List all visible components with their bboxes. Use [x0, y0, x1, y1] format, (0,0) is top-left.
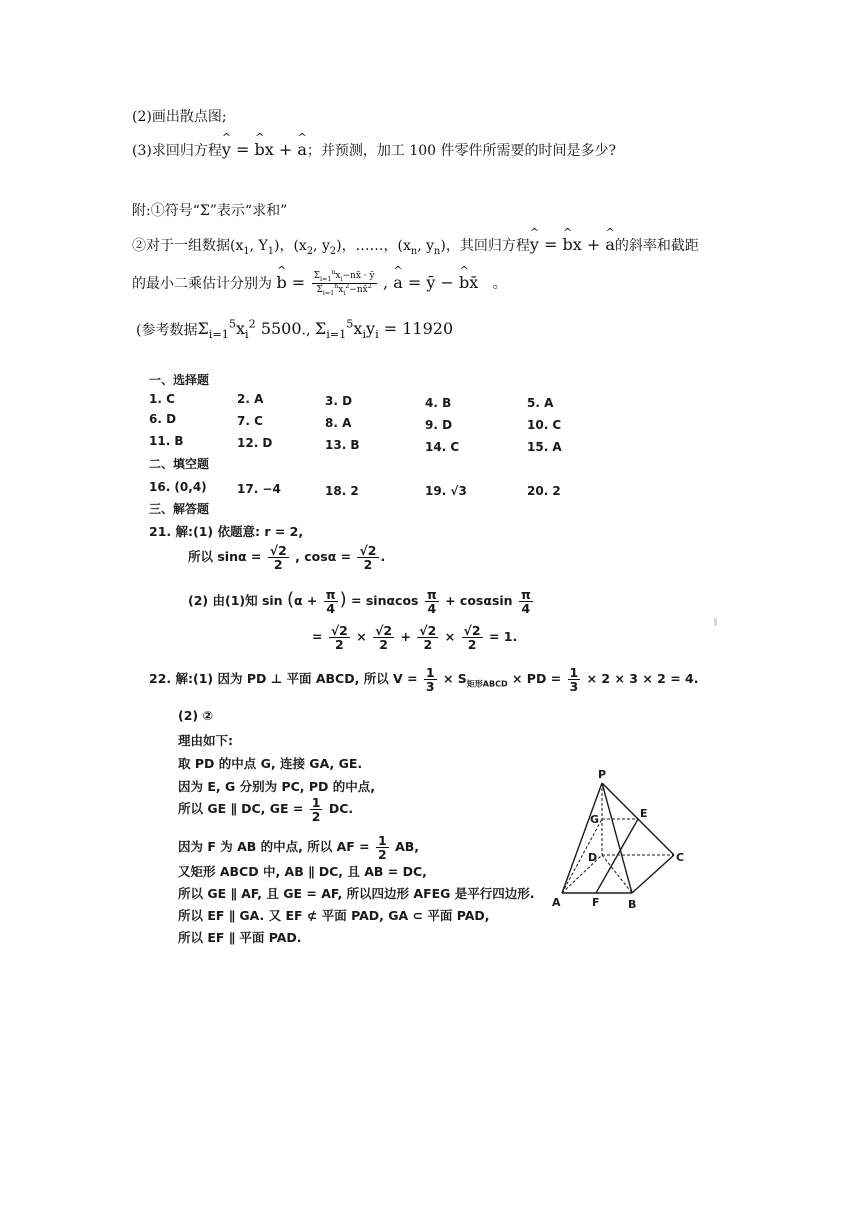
appendix-line-3: 的最小二乘估计分别为 ^ b = $\frac{\Sigma_{i=1}^nx_i-nx̄ \cdot ȳ}{\Sigma_{i=1}^nx_i^2-nx̄^2}$ , ^ a = ȳ − ^ bx̄ 。	[132, 270, 507, 298]
q22-line-4: 取 PD 的中点 G, 连接 GA, GE.	[178, 756, 363, 771]
q22-line-6: 所以 GE ∥ DC, GE = $\frac{1}{2}$ DC.	[178, 795, 354, 825]
pyramid-figure	[540, 765, 690, 915]
q22-line-5: 因为 E, G 分别为 PC, PD 的中点,	[178, 779, 376, 794]
question-2: (2)画出散点图;	[132, 109, 227, 125]
answer-14: 14. C	[425, 440, 460, 454]
answer-1: 1. C	[149, 392, 175, 406]
answer-16: 16. (0,4)	[149, 480, 207, 494]
label-d: D	[588, 851, 598, 864]
label-p: P	[598, 768, 607, 781]
q22-line-10: 所以 EF ∥ GA. 又 EF ⊄ 平面 PAD, GA ⊂ 平面 PAD,	[178, 908, 490, 923]
q21-line-3: (2) 由(1)知 sin (α + $\frac{\pi}{4}$ ) = sinαcos $\frac{\pi}{4}$ + cosαsin $\frac{\pi}{4}$	[188, 587, 531, 617]
answer-13: 13. B	[325, 438, 360, 452]
answer-4: 4. B	[425, 396, 452, 410]
answer-19: 19. √3	[425, 484, 467, 498]
answer-12: 12. D	[237, 436, 273, 450]
q21-line-4: = $\frac{√2}{2}$ × $\frac{√2}{2}$ + $\frac{√2}{2}$ × $\frac{√2}{2}$ = 1.	[312, 623, 518, 653]
answer-8: 8. A	[325, 416, 352, 430]
section-solution-heading: 三、解答题	[149, 502, 210, 516]
appendix-line-2: ②对于一组数据($x_1$, $Y_1$)，($x_2$, $y_2$)，……，($x_n$, $y_n$)，其回归方程^ y = ^ bx + ^ a的斜率和截距	[132, 235, 699, 257]
answer-11: 11. B	[149, 434, 184, 448]
q22-line-7: 因为 F 为 AB 的中点, 所以 AF = $\frac{1}{2}$ AB,	[178, 833, 420, 863]
answer-20: 20. 2	[527, 484, 561, 498]
answer-18: 18. 2	[325, 484, 359, 498]
label-f: F	[592, 896, 600, 909]
q22-line-2: (2) ②	[178, 708, 214, 723]
q22-line-11: 所以 EF ∥ 平面 PAD.	[178, 930, 302, 945]
q21-line-1: 21. 解:(1) 依题意: r = 2,	[149, 524, 304, 539]
appendix-line-1: 附:①符号“Σ”表示“求和”	[132, 203, 288, 219]
label-b: B	[628, 898, 637, 911]
answer-15: 15. A	[527, 440, 562, 454]
section-choice-heading: 一、选择题	[149, 373, 210, 387]
reference-data: (参考数据$\Sigma_{i=1}^5x_i^2$ 5500., $\Sigma_{i=1}^5x_iy_i = 11920$	[136, 318, 454, 342]
answer-9: 9. D	[425, 418, 453, 432]
answer-5: 5. A	[527, 396, 554, 410]
edge-pa	[562, 783, 602, 893]
edge-bc	[632, 855, 674, 893]
q22-line-3: 理由如下:	[178, 733, 233, 748]
q21-line-2: 所以 sinα = $\frac{√2}{2}$ , cosα = $\frac{√2}{2}$ .	[188, 543, 386, 573]
q22-line-8: 又矩形 ABCD 中, AB ∥ DC, 且 AB = DC,	[178, 864, 427, 879]
question-3: (3)求回归方程^ y = ^ bx + ^ a；并预测，加工 100 件零件所需要的时间是多少?	[132, 140, 616, 160]
answer-3: 3. D	[325, 394, 353, 408]
q22-line-9: 所以 GE ∥ AF, 且 GE = AF, 所以四边形 AFEG 是平行四边形.	[178, 886, 535, 901]
q22-line-1: 22. 解:(1) 因为 PD ⊥ 平面 ABCD, 所以 V = $\frac{1}{3}$ × $S_{矩形ABCD}$ × PD = $\frac{1}{3}$ × 2 × 3 × 2 = 4.	[149, 665, 699, 695]
answer-10: 10. C	[527, 418, 562, 432]
label-e: E	[640, 807, 648, 820]
label-g: G	[590, 813, 600, 826]
answer-6: 6. D	[149, 412, 177, 426]
slope-formula: $\frac{\Sigma_{i=1}^nx_i-nx̄ \cdot ȳ}{\Sigma_{i=1}^nx_i^2-nx̄^2}$	[313, 269, 375, 298]
label-a: A	[552, 896, 561, 909]
answer-2: 2. A	[237, 392, 264, 406]
answer-17: 17. −4	[237, 482, 281, 496]
scan-speck	[714, 618, 717, 626]
section-fill-heading: 二、填空题	[149, 457, 210, 471]
label-c: C	[676, 851, 685, 864]
answer-7: 7. C	[237, 414, 263, 428]
